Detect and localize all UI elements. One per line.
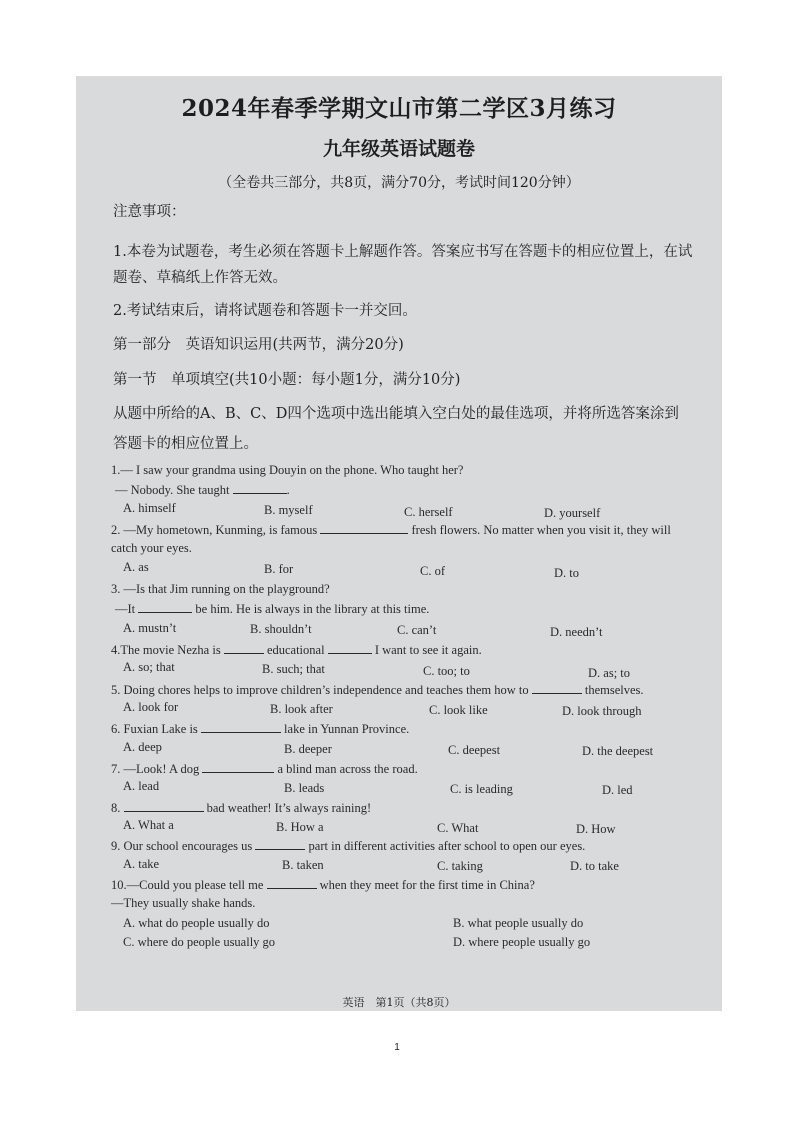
exam-paper-photo xyxy=(76,76,722,1011)
question-1-option-c: C. herself xyxy=(404,505,453,519)
page-footer: 英语 第1页（共8页） xyxy=(342,996,456,1009)
question-7-stem: 7. —Look! A dog a blind man across the road. xyxy=(111,762,418,776)
question-10-option-b: B. what people usually do xyxy=(453,916,584,930)
question-10-option-a: A. what do people usually do xyxy=(123,916,270,930)
question-10-option-c: C. where do people usually go xyxy=(123,935,276,949)
exam-title: 2024年春季学期文山市第二学区3月练习 xyxy=(181,95,617,122)
question-8-option-c: C. What xyxy=(437,821,479,835)
question-5-option-b: B. look after xyxy=(270,702,333,716)
question-6-option-d: D. the deepest xyxy=(582,744,654,758)
question-4-stem: 4.The movie Nezha is educational I want to see it again. xyxy=(111,643,482,657)
question-6-stem: 6. Fuxian Lake is lake in Yunnan Province. xyxy=(111,722,410,736)
question-2-option-a: A. as xyxy=(123,560,149,574)
question-7-option-b: B. leads xyxy=(284,781,325,795)
question-1-option-a: A. himself xyxy=(123,501,176,515)
question-5-option-a: A. look for xyxy=(123,700,179,714)
part1-heading: 第一部分 英语知识运用(共两节，满分20分) xyxy=(113,337,404,353)
question-3-option-d: D. needn’t xyxy=(550,625,603,639)
question-10-reply: —They usually shake hands. xyxy=(111,896,256,910)
blank xyxy=(201,721,281,733)
question-10-stem: 10.—Could you please tell me when they meet for the first time in China? xyxy=(111,878,535,892)
question-10-option-d: D. where people usually go xyxy=(453,935,591,949)
question-4-option-a: A. so; that xyxy=(123,660,175,674)
question-4-option-b: B. such; that xyxy=(262,662,325,676)
question-9-option-d: D. to take xyxy=(570,859,619,873)
question-7-option-d: D. led xyxy=(602,783,633,797)
question-5-option-d: D. look through xyxy=(562,704,642,718)
question-3-option-a: A. mustn’t xyxy=(123,621,177,635)
blank xyxy=(255,838,305,850)
question-2-option-b: B. for xyxy=(264,562,294,576)
blank xyxy=(328,642,372,654)
question-4-option-c: C. too; to xyxy=(423,664,470,678)
section1-heading: 第一节 单项填空(共10小题：每小题1分，满分10分) xyxy=(113,372,461,388)
blank xyxy=(267,877,317,889)
question-4-option-d: D. as; to xyxy=(588,666,631,680)
blank xyxy=(138,601,192,613)
exam-subtitle: 九年级英语试题卷 xyxy=(322,138,475,160)
question-2-stem-cont: catch your eyes. xyxy=(111,541,192,555)
question-1-option-d: D. yourself xyxy=(544,506,601,520)
blank xyxy=(202,761,274,773)
question-7-option-a: A. lead xyxy=(123,779,160,793)
question-8-option-a: A. What a xyxy=(123,818,174,832)
question-3-option-c: C. can’t xyxy=(397,623,437,637)
blank xyxy=(233,482,287,494)
question-5-option-c: C. look like xyxy=(429,703,488,717)
blank xyxy=(532,682,582,694)
question-8-option-b: B. How a xyxy=(276,820,324,834)
question-2-option-d: D. to xyxy=(554,566,579,580)
instruction-line-1: 从题中所给的A、B、C、D四个选项中选出能填入空白处的最佳选项，并将所选答案涂到 xyxy=(113,406,679,422)
exam-scope: （全卷共三部分，共8页，满分70分，考试时间120分钟） xyxy=(218,175,580,191)
question-6-option-a: A. deep xyxy=(123,740,162,754)
question-2-stem: 2. —My hometown, Kunming, is famous fresh flowers. No matter when you visit it, they will xyxy=(111,523,671,537)
question-8-stem: 8. bad weather! It’s always raining! xyxy=(111,801,372,815)
question-6-option-c: C. deepest xyxy=(448,743,501,757)
note-item-1: 1.本卷为试题卷，考生必须在答题卡上解题作答。答案应书写在答题卡的相应位置上，在试 xyxy=(113,244,693,260)
question-6-option-b: B. deeper xyxy=(284,742,332,756)
note-item-1-cont: 题卷、草稿纸上作答无效。 xyxy=(113,270,287,286)
notes-heading: 注意事项： xyxy=(113,204,186,220)
question-8-option-d: D. How xyxy=(576,822,616,836)
question-9-option-a: A. take xyxy=(123,857,160,871)
instruction-line-2: 答题卡的相应位置上。 xyxy=(113,436,258,452)
blank xyxy=(320,522,408,534)
blank xyxy=(224,642,264,654)
question-1-stem: 1.— I saw your grandma using Douyin on the phone. Who taught her? xyxy=(111,463,464,477)
question-7-option-c: C. is leading xyxy=(450,782,513,796)
question-3-reply: —It be him. He is always in the library at this time. xyxy=(115,602,430,616)
question-1-reply: — Nobody. She taught . xyxy=(115,483,290,497)
blank xyxy=(124,800,204,812)
question-3-option-b: B. shouldn’t xyxy=(250,622,312,636)
page-number: 1 xyxy=(394,1042,400,1053)
question-9-stem: 9. Our school encourages us part in different activities after school to open our eyes. xyxy=(111,839,586,853)
question-2-option-c: C. of xyxy=(420,564,445,578)
note-item-2: 2.考试结束后，请将试题卷和答题卡一并交回。 xyxy=(113,303,417,319)
question-3-stem: 3. —Is that Jim running on the playground? xyxy=(111,582,330,596)
question-5-stem: 5. Doing chores helps to improve children’s independence and teaches them how to themselves. xyxy=(111,683,644,697)
question-1-option-b: B. myself xyxy=(264,503,313,517)
question-9-option-c: C. taking xyxy=(437,859,483,873)
question-9-option-b: B. taken xyxy=(282,858,324,872)
